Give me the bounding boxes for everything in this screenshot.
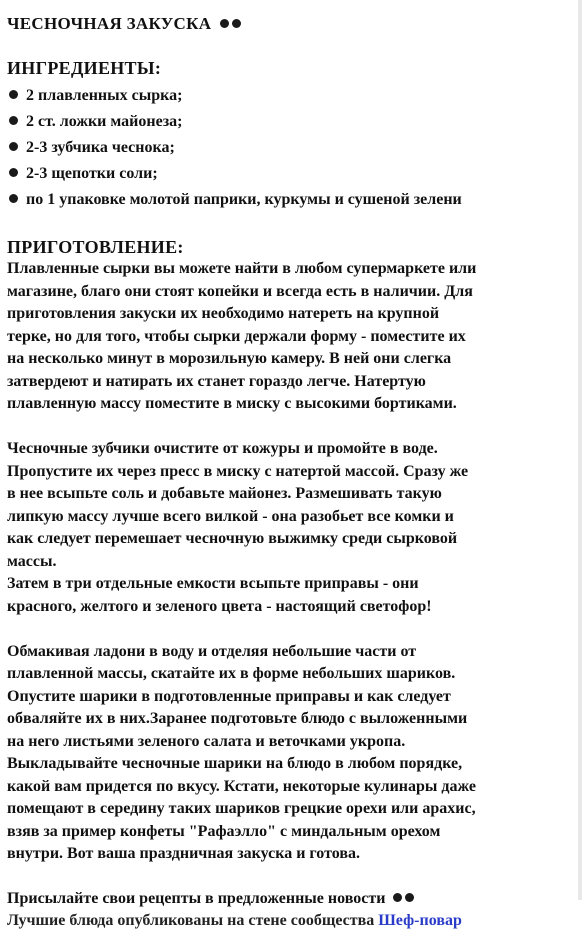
paragraph-line: на него листьями зеленого салата и веточками укропа. <box>7 732 406 750</box>
bullet-icon <box>9 194 18 203</box>
preparation-paragraph-3 <box>7 641 569 866</box>
black-circle-icon <box>232 19 241 28</box>
cutoff-text: Лучшие блюда опубликованы на стене сообщества <box>7 911 375 929</box>
bullet-icon <box>9 116 18 125</box>
paragraph-line: Плавленные сырки вы можете найти в любом супермаркете или <box>7 260 477 277</box>
title-dots <box>220 14 241 33</box>
community-link[interactable]: Шеф-повар <box>378 911 462 929</box>
black-circle-icon <box>405 893 414 902</box>
paragraph-line: помещают в середину таких шариков грецкие орехи или арахис, <box>7 800 476 817</box>
paragraph-line: в нее всыпьте соль и добавьте майонез. Размешивать такую <box>7 485 442 502</box>
paragraph-line: затвердеют и натирать их станет гораздо легче. Натертую <box>7 372 426 390</box>
paragraph-line: плавленной массы, скатайте их в форме небольших шариков. <box>7 665 456 682</box>
paragraph-line: красного, желтого и зеленого цвета - настоящий светофор! <box>7 597 432 615</box>
paragraph-line: Выкладывайте чесночные шарики на блюдо в любом порядке, <box>7 755 463 772</box>
paragraph-line: внутри. Вот ваша праздничная закуска и готова. <box>7 845 360 862</box>
ingredients-heading: ИНГРЕДИЕНТЫ: <box>7 58 162 78</box>
closing-text: Присылайте свои рецепты в предложенные новости <box>7 889 386 907</box>
paragraph-line: Затем в три отдельные емкости всыпьте приправы - они <box>7 575 419 592</box>
paragraph-line: липкую массу лучше всего вилкой - она разобьет все комки и <box>7 507 454 525</box>
paragraph-line: плавленную массу поместите в миску с высокими бортиками. <box>7 395 457 412</box>
ingredient-text: 2-3 зубчика чеснока; <box>26 139 175 156</box>
preparation-paragraph-2 <box>7 438 569 618</box>
ingredient-text: по 1 упаковке молотой паприки, куркумы и сушеной зелени <box>26 191 462 208</box>
paragraph-line: взяв за пример конфеты "Рафаэлло" с миндальным орехом <box>7 822 441 840</box>
closing-dots <box>393 890 414 907</box>
bullet-icon <box>9 90 18 99</box>
bullet-icon <box>9 168 18 177</box>
paragraph-line: как следует перемешает чесночную выжимку среди сырковой <box>7 530 458 547</box>
paragraph-gap <box>7 416 569 439</box>
black-circle-icon <box>393 893 402 902</box>
ingredient-text: 2-3 щепотки соли; <box>26 165 158 182</box>
paragraph-line: Обмакивая ладони в воду и отделяя небольшие части от <box>7 642 417 660</box>
paragraph-gap <box>7 618 569 641</box>
cutoff-line <box>7 910 569 929</box>
paragraph-line: Чесночные зубчики очистите от кожуры и промойте в воде. <box>7 440 438 457</box>
list-item <box>7 135 569 161</box>
paragraph-line: магазине, благо они стоят копейки и всегда есть в наличии. Для <box>7 282 473 300</box>
black-circle-icon <box>220 19 229 28</box>
paragraph-line: обваляйте их в них.Заранее подготовьте блюдо с выложенными <box>7 710 468 727</box>
ingredient-text: 2 ст. ложки майонеза; <box>26 113 183 130</box>
paragraph-line: какой вам придется по вкусу. Кстати, некоторые кулинары даже <box>7 777 476 795</box>
closing-line <box>7 888 569 910</box>
bullet-icon <box>9 142 18 151</box>
list-item <box>7 161 569 187</box>
recipe-post <box>7 13 569 929</box>
list-item <box>7 83 569 109</box>
ingredient-text: 2 плавленных сырка; <box>26 87 183 104</box>
list-item <box>7 187 569 213</box>
paragraph-line: массы. <box>7 552 57 570</box>
ingredients-list <box>7 83 569 213</box>
preparation-heading: ПРИГОТОВЛЕНИЕ: <box>7 237 184 257</box>
paragraph-line: Пропустите их через пресс в миску с натертой массой. Сразу же <box>7 462 469 480</box>
page-edge <box>578 0 582 900</box>
paragraph-line: приготовления закуски их необходимо натереть на крупной <box>7 305 440 322</box>
preparation-paragraph-1 <box>7 258 569 416</box>
recipe-title-text: ЧЕСНОЧНАЯ ЗАКУСКА <box>7 14 212 33</box>
recipe-title <box>7 13 569 35</box>
paragraph-line: на несколько минут в морозильную камеру. В ней они слегка <box>7 350 452 367</box>
paragraph-line: Опустите шарики в подготовленные приправы и как следует <box>7 687 451 705</box>
paragraph-line: терке, но для того, чтобы сырки держали форму - поместите их <box>7 327 466 345</box>
list-item <box>7 109 569 135</box>
